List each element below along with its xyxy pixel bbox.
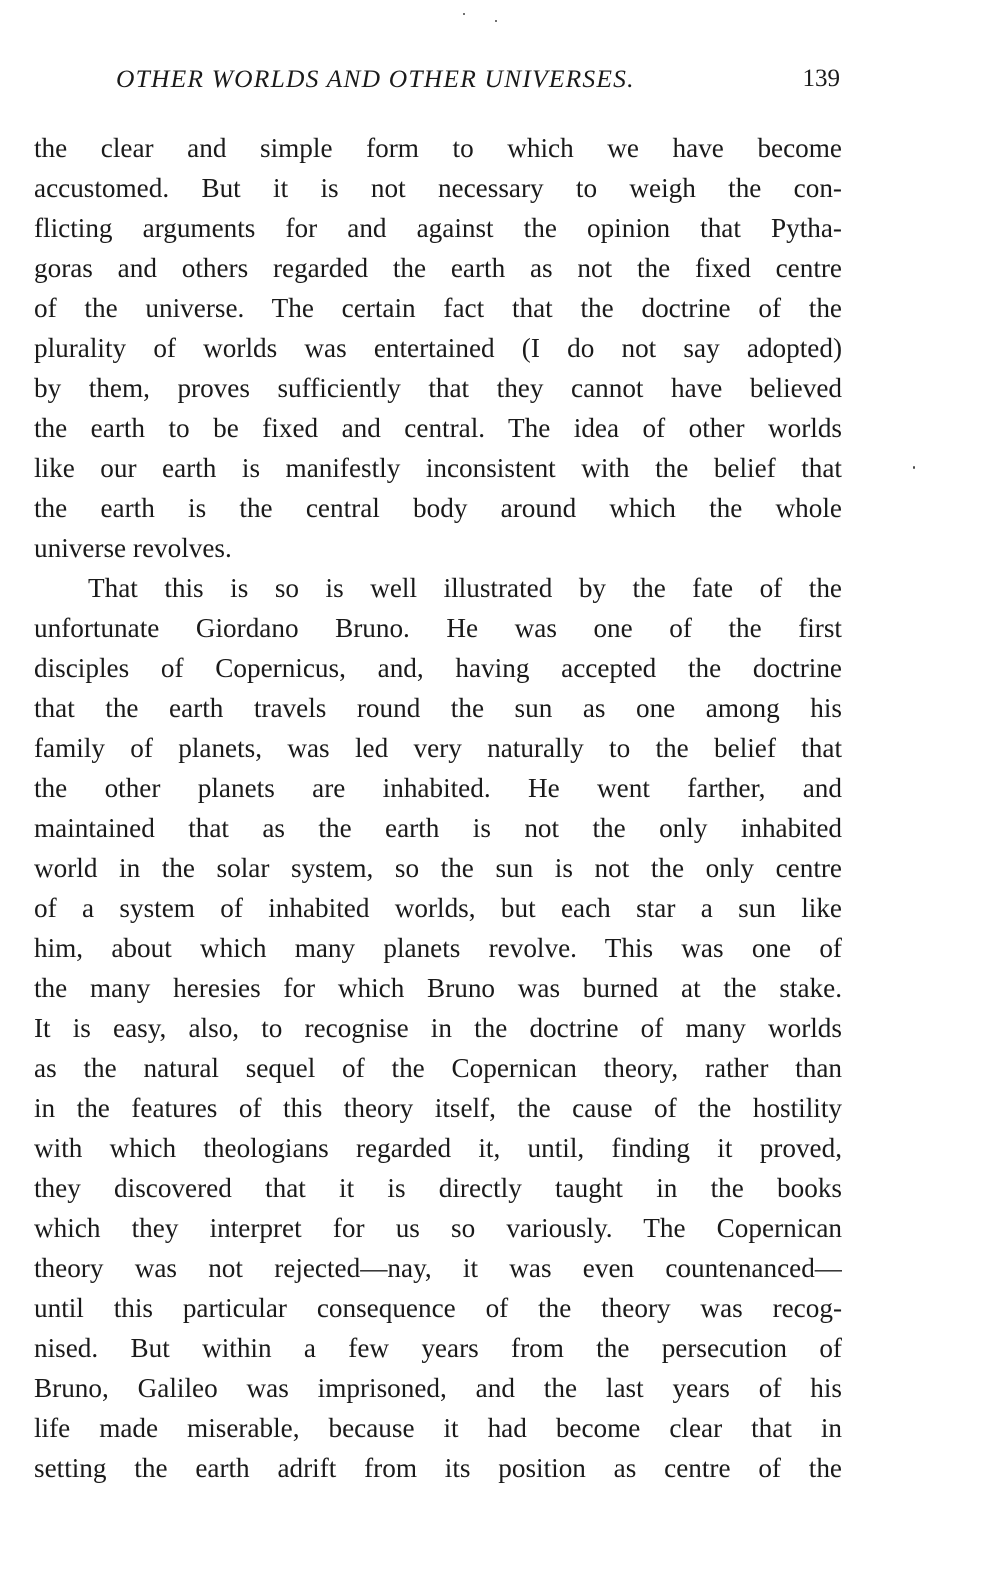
text-line: life made miserable, because it had become clear that in	[34, 1413, 842, 1443]
text-line: theory was not rejected—nay, it was even countenanced—	[34, 1253, 842, 1283]
paragraph-first-line: That this is so is well illustrated by the fate of the	[88, 573, 842, 603]
text-line: plurality of worlds was entertained (I do not say adopted)	[34, 333, 842, 363]
print-speck	[463, 13, 465, 15]
text-line: accustomed. But it is not necessary to weigh the con-	[34, 173, 842, 203]
text-line: the many heresies for which Bruno was burned at the stake.	[34, 973, 842, 1003]
text-line: nised. But within a few years from the persecution of	[34, 1333, 842, 1363]
text-line: the earth is the central body around which the whole	[34, 493, 842, 523]
print-speck	[913, 466, 915, 469]
text-line: the other planets are inhabited. He went farther, and	[34, 773, 842, 803]
paragraph-end-line: universe revolves.	[34, 533, 232, 563]
text-line: him, about which many planets revolve. This was one of	[34, 933, 842, 963]
text-line: they discovered that it is directly taught in the books	[34, 1173, 842, 1203]
text-line: flicting arguments for and against the opinion that Pytha-	[34, 213, 842, 243]
text-line: disciples of Copernicus, and, having accepted the doctrine	[34, 653, 842, 683]
text-line: unfortunate Giordano Bruno. He was one of the first	[34, 613, 842, 643]
body-text	[34, 128, 842, 1488]
running-head	[34, 64, 842, 94]
text-line: Bruno, Galileo was imprisoned, and the last years of his	[34, 1373, 842, 1403]
text-line: as the natural sequel of the Copernican theory, rather than	[34, 1053, 842, 1083]
text-line: goras and others regarded the earth as not the fixed centre	[34, 253, 842, 283]
text-line: with which theologians regarded it, until, finding it proved,	[34, 1133, 842, 1163]
text-line: until this particular consequence of the theory was recog-	[34, 1293, 842, 1323]
running-title: OTHER WORLDS AND OTHER UNIVERSES.	[116, 64, 635, 93]
print-speck	[495, 20, 497, 22]
text-line: of a system of inhabited worlds, but each star a sun like	[34, 893, 842, 923]
text-line: family of planets, was led very naturally to the belief that	[34, 733, 842, 763]
page-number: 139	[802, 65, 840, 92]
text-line: of the universe. The certain fact that the doctrine of the	[34, 293, 842, 323]
text-line: setting the earth adrift from its position as centre of the	[34, 1453, 842, 1483]
text-line: It is easy, also, to recognise in the doctrine of many worlds	[34, 1013, 842, 1043]
text-line: which they interpret for us so variously. The Copernican	[34, 1213, 842, 1243]
text-line: maintained that as the earth is not the only inhabited	[34, 813, 842, 843]
text-line: the clear and simple form to which we have become	[34, 133, 842, 163]
text-line: world in the solar system, so the sun is not the only centre	[34, 853, 842, 883]
text-line: in the features of this theory itself, the cause of the hostility	[34, 1093, 842, 1123]
text-line: like our earth is manifestly inconsistent with the belief that	[34, 453, 842, 483]
text-line: by them, proves sufficiently that they cannot have believed	[34, 373, 842, 403]
text-line: the earth to be fixed and central. The idea of other worlds	[34, 413, 842, 443]
text-line: that the earth travels round the sun as one among his	[34, 693, 842, 723]
